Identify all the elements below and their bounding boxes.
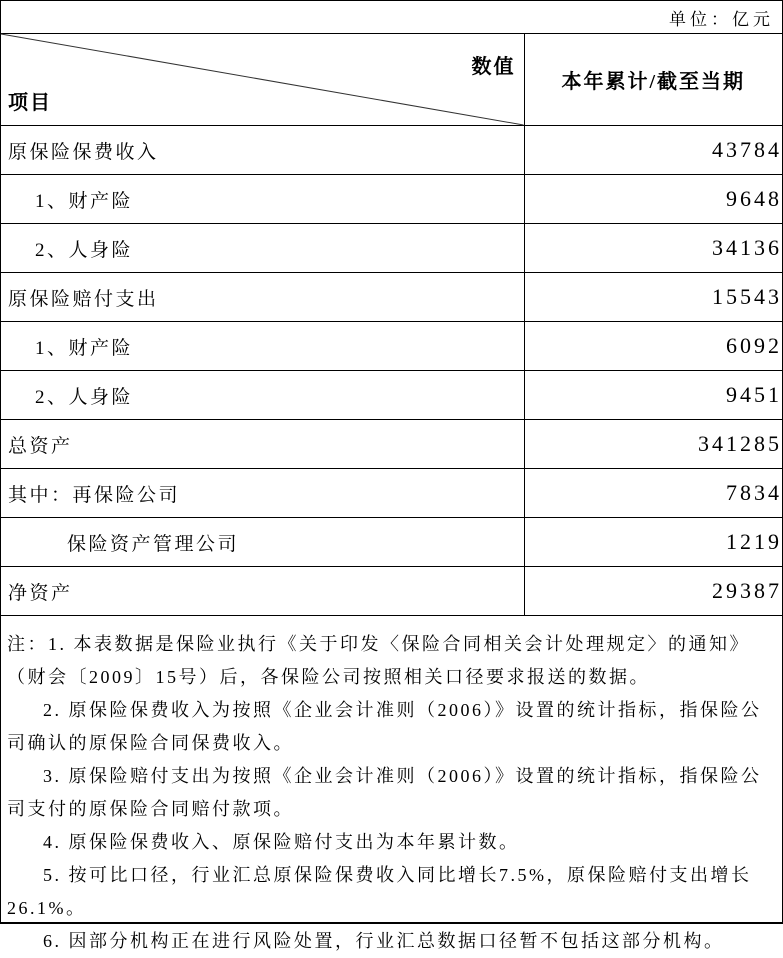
table-row bbox=[1, 371, 782, 420]
table-row bbox=[1, 322, 782, 371]
note-paragraph: 6. 因部分机构正在进行风险处置，行业汇总数据口径暂不包括这部分机构。 bbox=[43, 931, 725, 951]
row-label: 2、人身险 bbox=[1, 371, 524, 420]
row-value: 15543 bbox=[524, 273, 782, 322]
unit-label: 单位：亿元 bbox=[669, 9, 774, 29]
row-label: 净资产 bbox=[1, 567, 524, 616]
corner-label-item: 项目 bbox=[8, 92, 52, 114]
table-row bbox=[1, 420, 782, 469]
note-paragraph: 3. 原保险赔付支出为按照《企业会计准则（2006）》设置的统计指标，指保险公司支付的原保险合同赔付款项。 bbox=[7, 766, 762, 819]
note-paragraph: 2. 原保险保费收入为按照《企业会计准则（2006）》设置的统计指标，指保险公司确认的原保险合同保费收入。 bbox=[7, 700, 762, 753]
value-column-header: 本年累计/截至当期 bbox=[524, 34, 782, 126]
table-row bbox=[1, 518, 782, 567]
row-value: 9648 bbox=[524, 175, 782, 224]
table-row bbox=[1, 224, 782, 273]
diagonal-line bbox=[1, 34, 524, 125]
row-value: 341285 bbox=[524, 420, 782, 469]
row-label: 1、财产险 bbox=[1, 175, 524, 224]
note-paragraph: 4. 原保险保费收入、原保险赔付支出为本年累计数。 bbox=[43, 832, 520, 852]
row-label: 保险资产管理公司 bbox=[1, 518, 524, 567]
table-row bbox=[1, 273, 782, 322]
row-label: 其中：再保险公司 bbox=[1, 469, 524, 518]
row-label: 1、财产险 bbox=[1, 322, 524, 371]
corner-label-metric: 数值 bbox=[471, 56, 516, 78]
table-row bbox=[1, 126, 782, 175]
note-paragraph: 5. 按可比口径，行业汇总原保险保费收入同比增长7.5%，原保险赔付支出增长26.1%。 bbox=[7, 865, 752, 918]
row-value: 1219 bbox=[524, 518, 782, 567]
table-row bbox=[1, 469, 782, 518]
row-value: 43784 bbox=[524, 126, 782, 175]
notes-section bbox=[1, 616, 782, 958]
table-row bbox=[1, 567, 782, 616]
statistics-table bbox=[1, 34, 782, 616]
row-label: 原保险赔付支出 bbox=[1, 273, 524, 322]
table-header-row bbox=[1, 34, 782, 126]
row-label: 2、人身险 bbox=[1, 224, 524, 273]
table-row bbox=[1, 175, 782, 224]
note-paragraph: 注：1. 本表数据是保险业执行《关于印发〈保险合同相关会计处理规定〉的通知》（财会〔2009〕15号）后，各保险公司按照相关口径要求报送的数据。 bbox=[7, 634, 750, 687]
row-value: 6092 bbox=[524, 322, 782, 371]
row-value: 34136 bbox=[524, 224, 782, 273]
row-label: 总资产 bbox=[1, 420, 524, 469]
row-value: 7834 bbox=[524, 469, 782, 518]
row-label: 原保险保费收入 bbox=[1, 126, 524, 175]
row-value: 9451 bbox=[524, 371, 782, 420]
unit-row bbox=[1, 1, 782, 34]
diagonal-corner-cell bbox=[1, 34, 524, 126]
row-value: 29387 bbox=[524, 567, 782, 616]
